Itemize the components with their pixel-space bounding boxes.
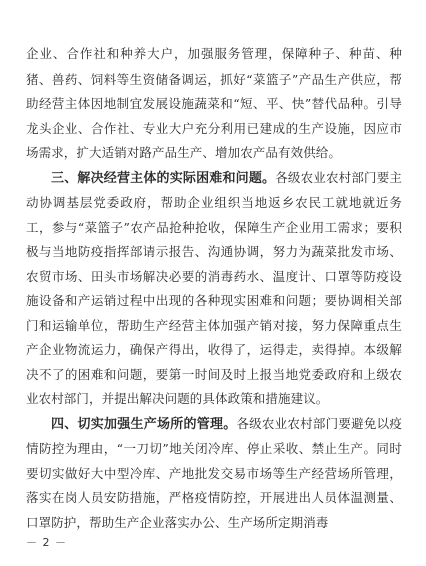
page-number: － 2 － (26, 536, 67, 549)
paragraph-3-text: 各级农业农村部门要避免以疫情防控为理由，“一刀切”地关闭冷库、停止采收、禁止生产。同时要切实做好大中型冷库、产地批发交易市场等生产经营场所管理，落实在岗人员安防措施，严格疫情防控，开展进出人员体温测量、口罩防护，帮助生产企业落实办公、生产场所定期消毒 (26, 415, 402, 530)
paragraph-2-text: 各级农业农村部门要主动协调基层党委政府，帮助企业组织当地返乡农民工就地就近务工，参与“菜篮子”农产品抢种抢收，保障生产企业用工需求；要积极与当地防疫指挥部请示报告、沟通协调，努力为蔬菜批发市场、农贸市场、田头市场解决必要的消毒药水、温度计、口罩等防疫设施设备和产运销过程中出现的各种现实困难和问题；要协调相关部门和运输单位，帮助生产经营主体加强产销对接，努力保障重点生产企业物流运力，确保产得出，收得了，运得走，卖得掉。本级解决不了的困难和问题，要第一时间及时上报当地党委政府和上级农业农村部门，并提出解决问题的具体政策和措施建议。 (26, 169, 402, 406)
document-body (26, 42, 402, 535)
paragraph-3 (26, 412, 402, 536)
paragraph-2 (26, 166, 402, 412)
paragraph-1-text: 企业、合作社和种养大户，加强服务管理，保障种子、种苗、种猪、兽药、饲料等生资储备调运，抓好“菜篮子”产品生产供应，帮助经营主体因地制宜发展设施蔬菜和“短、平、快”替代品种。引导龙头企业、合作社、专业大户充分利用已建成的生产设施，因应市场需求，扩大适销对路产品生产、增加农产品有效供给。 (26, 46, 402, 160)
section-3-heading: 三、解决经营主体的实际困难和问题。 (51, 170, 276, 186)
section-4-heading: 四、切实加强生产场所的管理。 (51, 416, 237, 432)
paragraph-1 (26, 42, 402, 166)
